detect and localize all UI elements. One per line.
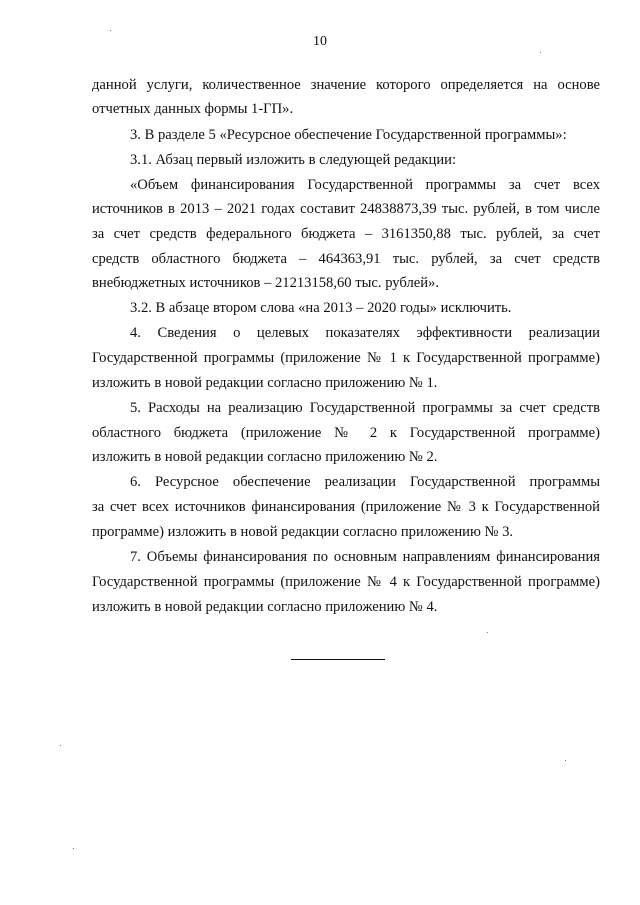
scan-speck xyxy=(565,760,566,761)
text-line: за счет всех источников финансирования (приложение № 3 к Государственной xyxy=(92,499,600,515)
scan-speck xyxy=(540,52,541,53)
text-line: 7. Объемы финансирования по основным направлениям финансирования xyxy=(130,549,600,565)
text-line: Государственной программы (приложение № 1 к Государственной программе) xyxy=(92,350,600,366)
scan-speck xyxy=(60,745,61,746)
scan-speck xyxy=(73,848,74,849)
text-line: отчетных данных формы 1-ГП». xyxy=(92,101,294,117)
page-number: 10 xyxy=(313,34,327,49)
text-line: 4. Сведения о целевых показателях эффективности реализации xyxy=(130,325,600,341)
text-line: источников в 2013 – 2021 годах составит 24838873,39 тыс. рублей, в том числе xyxy=(92,201,600,217)
text-line: 5. Расходы на реализацию Государственной программы за счет средств xyxy=(130,400,600,416)
text-line: программе) изложить в новой редакции согласно приложению № 3. xyxy=(92,524,514,540)
scan-speck xyxy=(487,632,488,633)
text-line: «Объем финансирования Государственной программы за счет всех xyxy=(130,177,600,193)
text-line: 3.2. В абзаце втором слова «на 2013 – 2020 годы» исключить. xyxy=(130,300,512,316)
text-line: за счет средств федерального бюджета – 3161350,88 тыс. рублей, за счет xyxy=(92,226,600,242)
text-line: Государственной программы (приложение № 4 к Государственной программе) xyxy=(92,574,600,590)
text-line: средств областного бюджета – 464363,91 тыс. рублей, за счет средств xyxy=(92,251,600,267)
text-line: внебюджетных источников – 21213158,60 тыс. рублей». xyxy=(92,275,439,291)
text-line: изложить в новой редакции согласно приложению № 2. xyxy=(92,449,438,465)
text-line: изложить в новой редакции согласно приложению № 4. xyxy=(92,599,438,615)
scan-speck xyxy=(110,30,111,31)
end-divider-line xyxy=(291,659,385,660)
text-line: 3.1. Абзац первый изложить в следующей редакции: xyxy=(130,152,457,168)
text-line: данной услуги, количественное значение которого определяется на основе xyxy=(92,77,600,93)
text-line: 6. Ресурсное обеспечение реализации Государственной программы xyxy=(130,474,600,490)
text-line: изложить в новой редакции согласно приложению № 1. xyxy=(92,375,438,391)
text-line: 3. В разделе 5 «Ресурсное обеспечение Государственной программы»: xyxy=(130,127,567,143)
text-line: областного бюджета (приложение № 2 к Государственной программе) xyxy=(92,425,600,441)
